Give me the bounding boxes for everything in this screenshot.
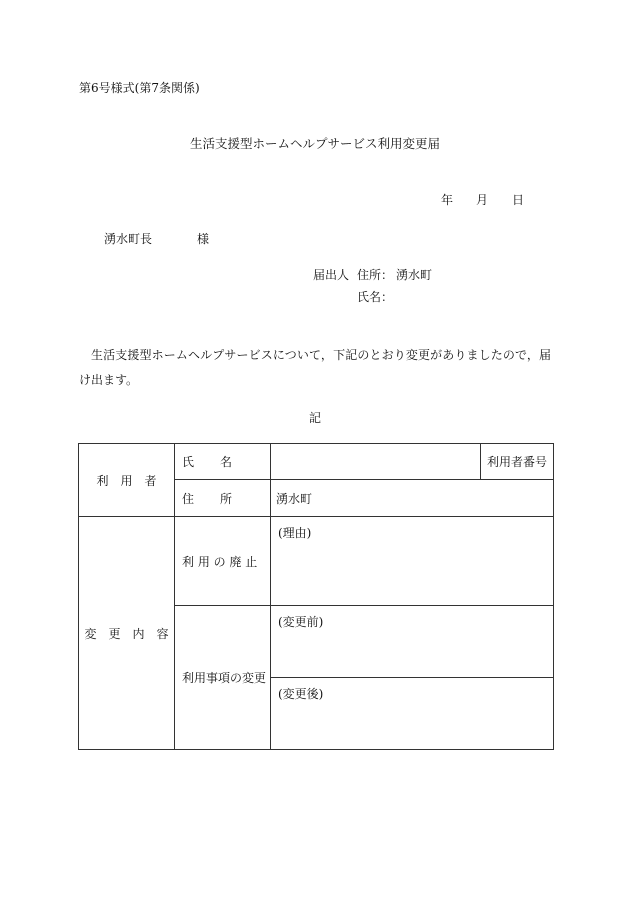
user-number-label-cell xyxy=(481,444,554,480)
form-id: 第6号様式(第7条関係) xyxy=(79,81,200,95)
address-label-cell xyxy=(175,480,271,517)
reason-label: (理由) xyxy=(278,526,312,540)
discontinue-row xyxy=(79,517,554,606)
ki-heading: 記 xyxy=(308,411,321,425)
after-label: (変更後) xyxy=(278,687,324,701)
name-label-cell xyxy=(175,444,271,480)
addressee-name: 湧水町長 xyxy=(104,232,153,246)
change-item-label: 利用事項の変更 xyxy=(182,671,267,685)
name-row xyxy=(79,444,554,480)
change-header-cell xyxy=(79,517,175,750)
applicant-name-label: 氏名： xyxy=(357,290,394,304)
address-label-char-2: 所 xyxy=(219,491,232,506)
user-header-cell xyxy=(79,444,175,517)
name-label-char-1: 氏 xyxy=(182,455,195,469)
applicant-address-label: 住所： xyxy=(357,268,394,282)
address-value: 湧水町 xyxy=(276,491,313,506)
date-month-label: 月 xyxy=(476,193,489,207)
reason-field[interactable] xyxy=(271,517,554,606)
document-title: 生活支援型ホームヘルプサービス利用変更届 xyxy=(189,136,440,151)
address-field[interactable] xyxy=(271,480,554,517)
change-form-table xyxy=(78,443,554,750)
before-label: (変更前) xyxy=(278,615,324,629)
user-number-label: 利用者番号 xyxy=(486,455,547,469)
after-field[interactable] xyxy=(271,678,554,750)
before-field[interactable] xyxy=(271,606,554,678)
change-header: 変 更 内 容 xyxy=(84,626,169,641)
user-header: 利 用 者 xyxy=(96,473,157,488)
name-label-char-2: 名 xyxy=(219,455,232,469)
body-text: 生活支援型ホームヘルプサービスについて，下記のとおり変更がありましたので，届け出ます。 xyxy=(79,348,551,387)
address-label-char-1: 住 xyxy=(182,491,195,506)
date-year-label: 年 xyxy=(441,193,454,207)
discontinue-label-cell xyxy=(175,517,271,606)
applicant-address-value: 湧水町 xyxy=(396,268,433,282)
name-field[interactable] xyxy=(271,444,481,480)
change-item-label-cell xyxy=(175,606,271,750)
discontinue-label: 利 用 の 廃 止 xyxy=(182,554,258,569)
applicant-label: 届出人 xyxy=(313,268,350,282)
addressee-honorific: 様 xyxy=(197,232,210,246)
date-day-label: 日 xyxy=(512,193,525,207)
